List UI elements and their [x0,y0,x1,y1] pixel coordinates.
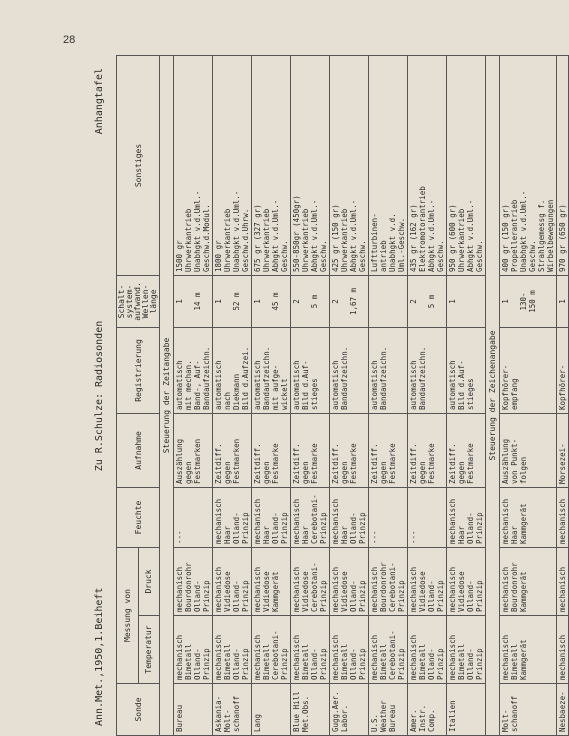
cell-druck: mechanisch Vidiedose Olland- Prinzip [447,547,486,615]
table-body-zeitangabe [160,55,486,735]
cell-sonde: Blue Hill Met.Obs. [291,684,330,736]
cell-temperatur: mechanisch Bimetall Olland- Prinzip [330,616,369,684]
cell-sonde: Lang [252,684,291,736]
cell-feuchte: mechanisch Haar Olland- Prinzip [252,487,291,547]
cell-druck: mechanisch Vidiedose Cerebotani- Prinzip [291,547,330,615]
table-body-zeichenangabe [486,55,569,735]
cell-sonstiges: 435 gr (162 gr) Elektromotorantrieb Abhgkt v.d.Uml.- Geschw. [408,55,447,275]
table-row [252,55,291,735]
cell-temperatur: mechanisch Bimetall Olland- Prinzip [291,616,330,684]
page-number: 28 [63,34,76,46]
table-row [447,55,486,735]
col-feuchte: Feuchte [117,487,160,547]
cell-druck: mechanisch Vidiedose Olland- Prinzip [408,547,447,615]
cell-temperatur: mechanisch Bimetall Kammgerät [500,616,557,684]
cell-sonde: Amer. Instr. Comp. [408,684,447,736]
document-title: Zu R.Schulze: Radiosonden [94,320,105,472]
cell-aufnahme: Morsezei- [557,413,569,487]
cell-sonstiges: 400 gr (150 gr) Propellerantrieb Unabhgkt v.d.Uml.- Geschw. Strahlgemessg f. Wirbelbewegungen [500,55,557,275]
cell-temperatur: mechanisch Bimetall Olland- Prinzip [213,616,252,684]
section-heading-zeitangabe: Steuerung der Zeitangabe [160,55,174,735]
cell-aufnahme: Zeitdiff. gegen Festmarke [408,413,447,487]
cell-aufnahme: Zeitdiff. gegen Festmarke [252,413,291,487]
cell-druck: mechanisch Bourdonrohr Kammgerät [500,547,557,615]
cell-druck: mechanisch Vidiedose Olland- Prinzip [213,547,252,615]
cell-feuchte: mechanisch Haar Olland- Prinzip [330,487,369,547]
cell-feuchte: mechanisch Haar Olland- Prinzip [447,487,486,547]
cell-sonde: Gugg.Aer. Labor. [330,684,369,736]
cell-registrierung: automatisch Bild d.Auf- stieges [447,327,486,413]
cell-registrierung: automatisch Bandaufzeichn. [330,327,369,413]
cell-feuchte: --- [408,487,447,547]
cell-aufnahme: Zeitdiff. gegen Festmarke [291,413,330,487]
cell-druck: mechanisch Vidiedose Kammgerät [252,547,291,615]
cell-schaltsystem: 1 14 m [174,275,213,327]
cell-registrierung: Kopfhörer- [557,327,569,413]
radiosonde-table [116,55,569,736]
cell-aufnahme: Zeitdiff. gegen Festmarken [213,413,252,487]
cell-sonstiges: 1500 gr Uhrwerkantrieb Unabhgkt v.d.Uml.- Geschw.d.Modul. [174,55,213,275]
cell-sonstiges: 970 gr (650 gr) [557,55,569,275]
section-heading-zeichenangabe: Steuerung der Zeichenangabe [486,55,500,735]
cell-temperatur: mechanisch Bimetall Cerebotani- Prinzip [369,616,408,684]
cell-druck: mechanisch Vidiedose Olland- Prinzip [330,547,369,615]
cell-feuchte: --- [369,487,408,547]
col-sonstiges: Sonstiges [117,55,160,275]
cell-temperatur: mechanisch Bimetall Olland- Prinzip [447,616,486,684]
cell-feuchte: --- [174,487,213,547]
cell-sonde: Molt- schanoff [500,684,557,736]
col-schaltsystem: Schalt- system- aufwand. Wellen- länge [117,275,160,327]
cell-sonde: Askania- Molt- schanoff [213,684,252,736]
cell-temperatur: mechanisch Bimetall Olland- Prinzip [174,616,213,684]
table-row [330,55,369,735]
cell-sonstiges: 425 gr (150 gr) Uhrwerkantrieb Abhgkt v.d.Uml.- Geschw. [330,55,369,275]
journal-reference: Ann.Met.,1950,1.Beiheft [94,587,105,726]
cell-aufnahme: Auszählung von Punkt- folgen [500,413,557,487]
table-row [369,55,408,735]
cell-schaltsystem: 1 52 m [213,275,252,327]
cell-feuchte: mechanisch [557,487,569,547]
cell-registrierung: automatisch Bandaufzeichn. mit aufge- wickelt [252,327,291,413]
cell-schaltsystem: 1 [447,275,486,327]
cell-sonde: Nesbaeze- [557,684,569,736]
cell-sonde: U.S. Weather Bureau [369,684,408,736]
cell-registrierung: automatisch nach Diekmann Bild d.Aufzei. [213,327,252,413]
cell-schaltsystem: 1 130- 150 m [500,275,557,327]
cell-aufnahme: Zeitdiff. gegen Festmarke [330,413,369,487]
table-row [408,55,447,735]
cell-sonde: Bureau [174,684,213,736]
cell-schaltsystem: 2 5 m [408,275,447,327]
cell-schaltsystem [369,275,408,327]
cell-registrierung: automatisch mit mechan. Band-, Auf- Bandaufzeichn. [174,327,213,413]
cell-schaltsystem: 2 1,67 m [330,275,369,327]
col-druck: Druck [138,547,160,615]
table-row [213,55,252,735]
cell-sonstiges: 675 gr (327 gr) Uhrwerkantrieb Abhgkt v.d.Uml.- Geschw. [252,55,291,275]
table-row [557,55,569,735]
col-registrierung: Registrierung [117,327,160,413]
cell-temperatur: mechanisch Bimetall Cerebotani- Prinzip [252,616,291,684]
table-row [174,55,213,735]
cell-druck: mechanisch [557,547,569,615]
cell-sonstiges: Luftturbinen- antrieb Unabhgkt v.d. Uml.-Geschw. [369,55,408,275]
cell-temperatur: mechanisch Bimetall Olland- Prinzip [408,616,447,684]
cell-sonstiges: 1800 gr Uhrwerkantrieb Unabhgkt v.d.Uml.- Geschw.d.Uhrw. [213,55,252,275]
col-temperatur: Temperatur [138,616,160,684]
cell-registrierung: automatisch Bild d.Auf- stieges [291,327,330,413]
cell-registrierung: automatisch Bandaufzeichn. [369,327,408,413]
cell-sonstiges: 950 gr (600 gr) Uhrwerkantrieb Abhgkt v.d.Uml.- Geschw. [447,55,486,275]
cell-temperatur: mechanisch [557,616,569,684]
table-row [291,55,330,735]
cell-aufnahme: Zeitdiff. gegen Festmarke [369,413,408,487]
cell-druck: mechanisch Bourdonrohr Cerebotani- Prinzip [369,547,408,615]
col-aufnahme: Aufnahme [117,413,160,487]
cell-druck: mechanisch Bourdonrohr Olland- Prinzip [174,547,213,615]
rotated-table-sheet [88,56,567,736]
cell-aufnahme: Auszählung gegen Festmarken [174,413,213,487]
cell-registrierung: automatisch Bandaufzeichn. [408,327,447,413]
cell-registrierung: Kopfhörer- empfang [500,327,557,413]
cell-schaltsystem: 2 5 m [291,275,330,327]
cell-schaltsystem: 1 [557,275,569,327]
cell-sonde: Italien [447,684,486,736]
cell-sonstiges: 550-850gr (450gr) Uhrwerkantrieb Abhgkt v.d.Uml.- Geschw. [291,55,330,275]
table-row [500,55,557,735]
col-messung: Messung von [117,547,139,683]
cell-aufnahme: Zeitdiff. gegen Festmarke [447,413,486,487]
cell-feuchte: mechanisch Haar Kammgerät [500,487,557,547]
cell-feuchte: mechanisch Haar Cerebotani- Prinzip [291,487,330,547]
appendix-label: Anhangtafel [94,68,105,135]
col-sonde: Sonde [117,684,160,736]
cell-feuchte: mechanisch Haar Olland- Prinzip [213,487,252,547]
cell-schaltsystem: 1 45 m [252,275,291,327]
